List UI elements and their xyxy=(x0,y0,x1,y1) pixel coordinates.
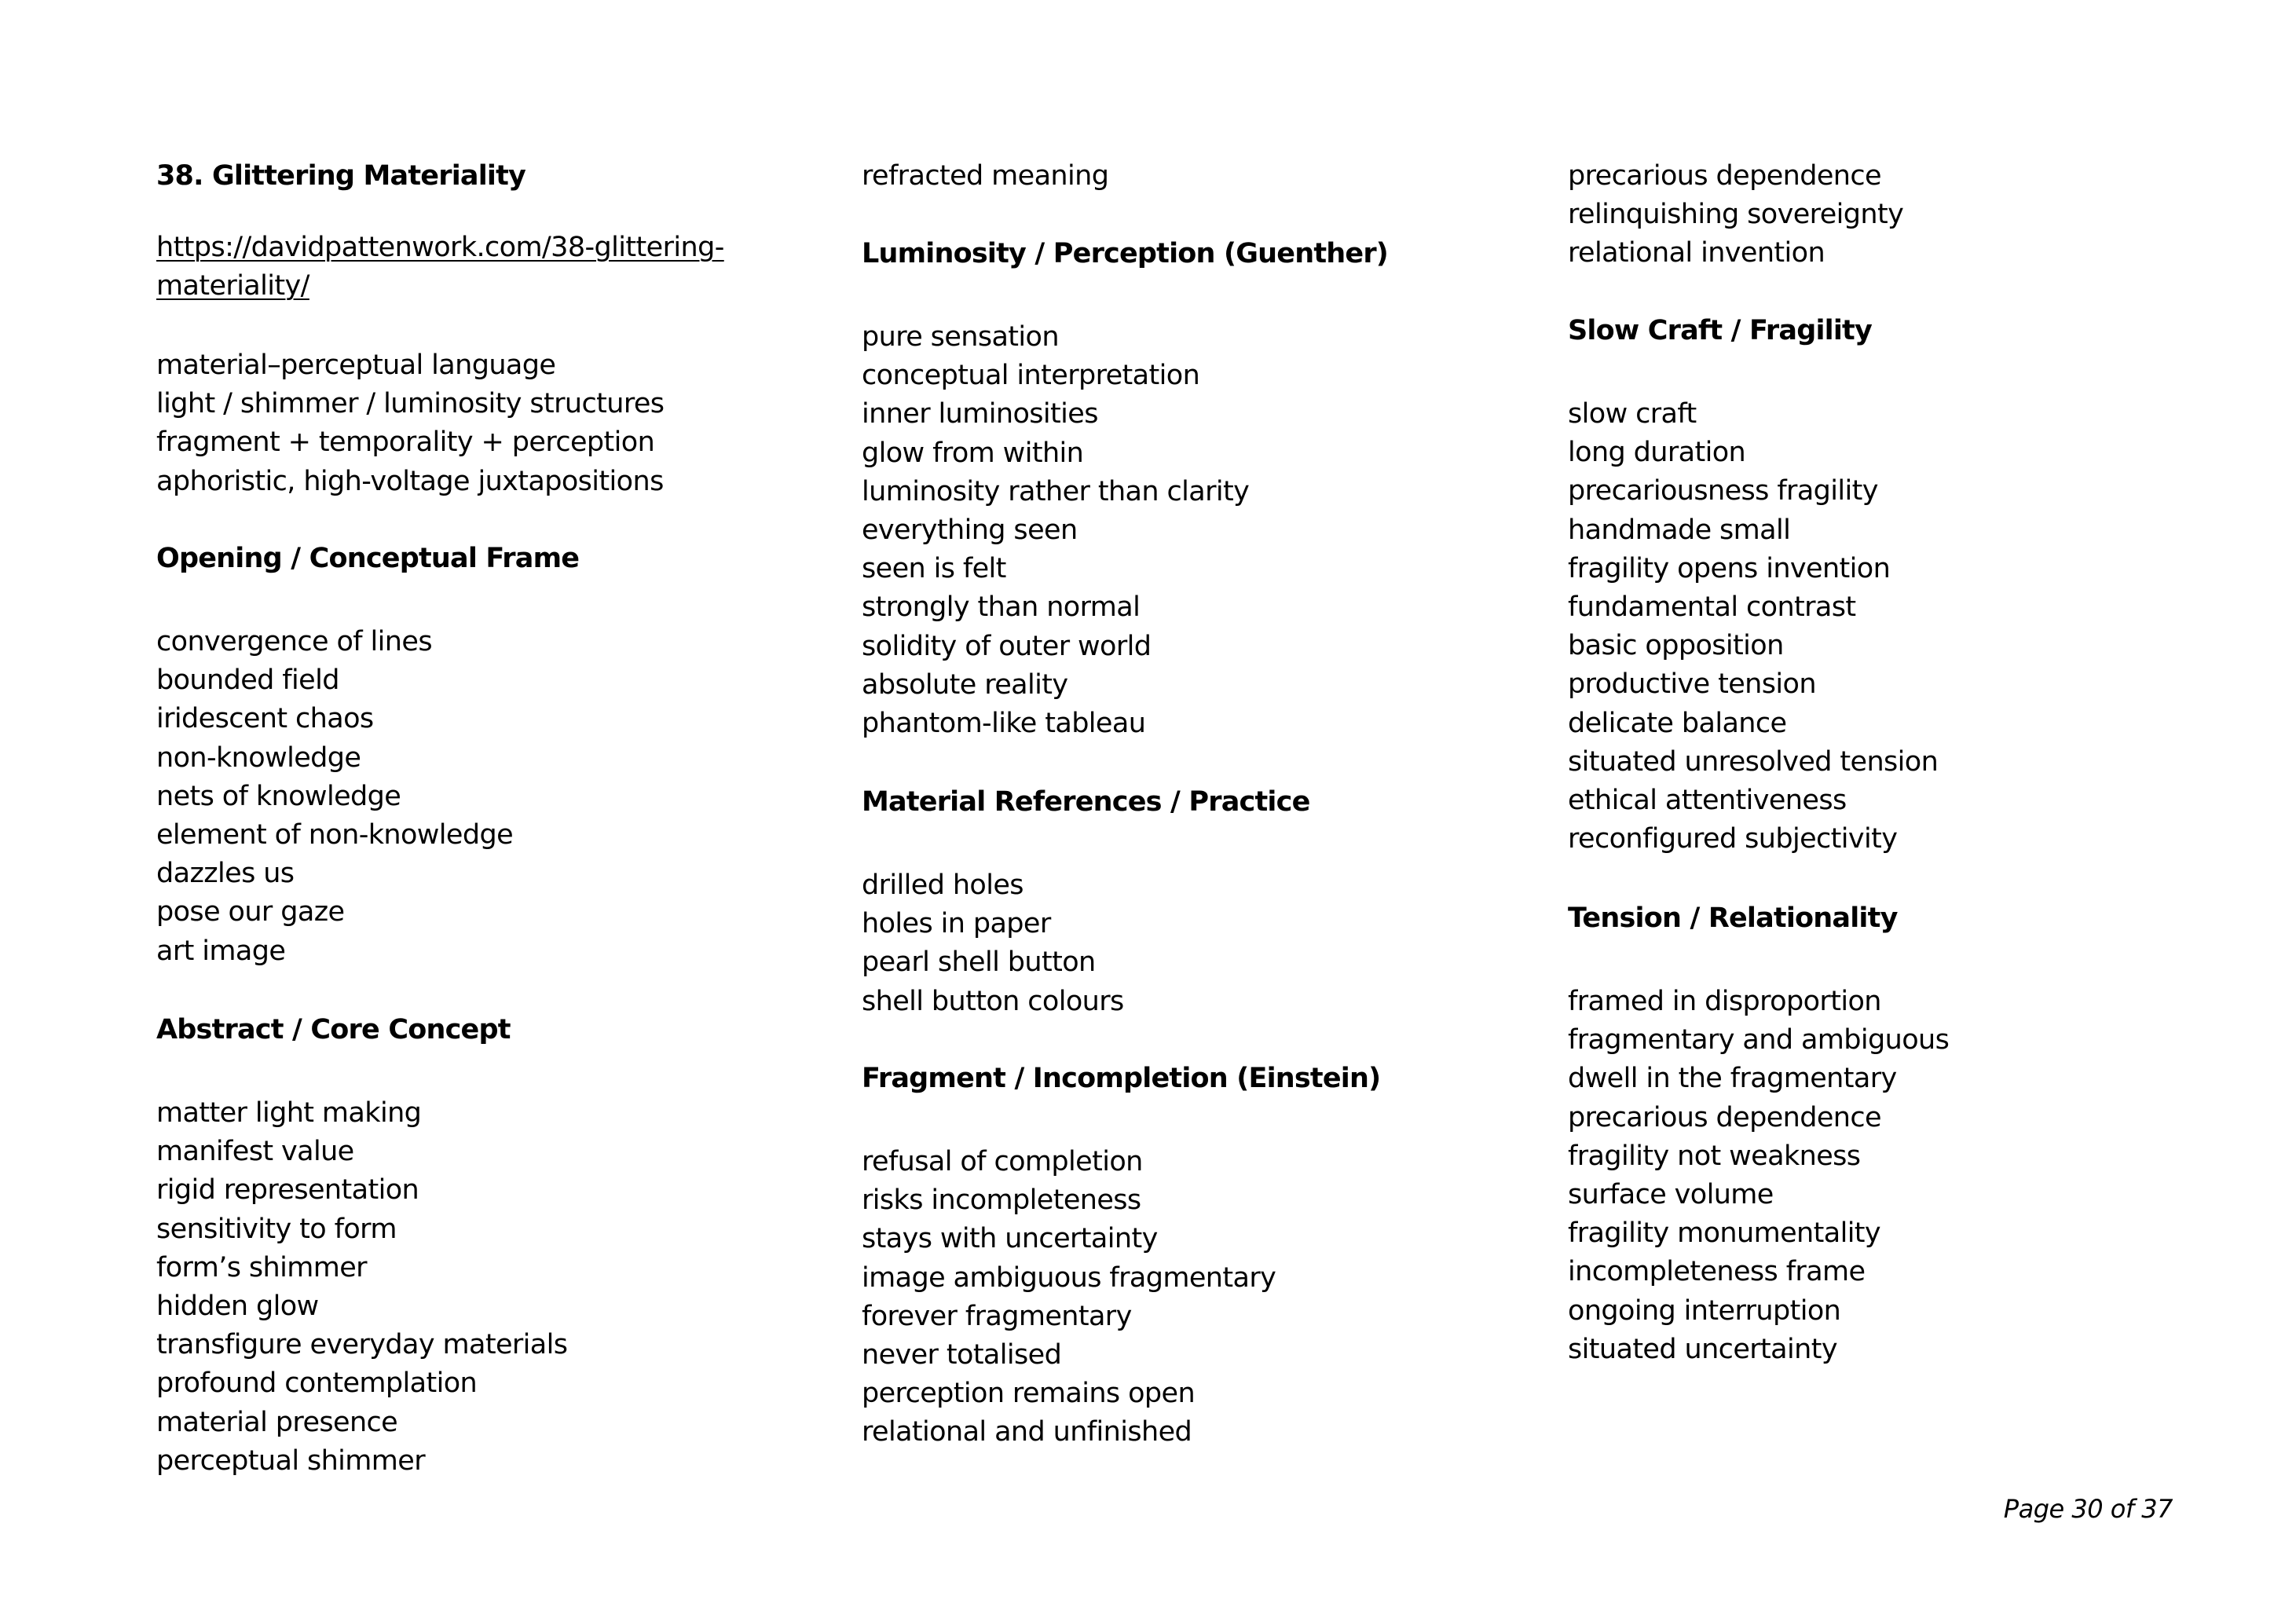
list-item: fundamental contrast xyxy=(1568,591,1856,623)
document-title-block xyxy=(156,157,525,196)
list-item: matter light making xyxy=(156,1097,422,1129)
list-item: luminosity rather than clarity xyxy=(862,475,1250,507)
section-heading-luminosity xyxy=(862,235,1388,273)
list-item: material presence xyxy=(156,1406,398,1438)
list-item: pure sensation xyxy=(862,321,1059,353)
list-item: convergence of lines xyxy=(156,626,432,657)
list-item: solidity of outer world xyxy=(862,630,1152,662)
list-item: never totalised xyxy=(862,1338,1062,1371)
list-item: reconfigured subjectivity xyxy=(1568,823,1898,855)
list-item: rigid representation xyxy=(156,1174,419,1206)
list-item: relational invention xyxy=(1568,237,1825,269)
list-item: forever fragmentary xyxy=(862,1300,1132,1332)
list-item: fragility opens invention xyxy=(1568,552,1891,584)
list-item: handmade small xyxy=(1568,514,1791,546)
list-item: shell button colours xyxy=(862,985,1124,1017)
intro-item: fragment + temporality + perception xyxy=(156,427,655,459)
list-item: sensitivity to form xyxy=(156,1213,397,1245)
list-item: fragility not weakness xyxy=(1568,1140,1861,1172)
section-heading: Luminosity / Perception (Guenther) xyxy=(862,238,1388,269)
source-link-line[interactable]: materiality/ xyxy=(156,270,309,302)
list-item: conceptual interpretation xyxy=(862,360,1200,392)
section-heading-fragment xyxy=(862,1060,1380,1098)
list-item: incompleteness frame xyxy=(1568,1256,1866,1288)
section-list-fragment xyxy=(862,1143,1276,1452)
list-item: slow craft xyxy=(1568,398,1697,430)
list-item: manifest value xyxy=(156,1136,354,1168)
list-item: art image xyxy=(156,935,286,967)
list-item: phantom-like tableau xyxy=(862,707,1146,739)
list-item: profound contemplation xyxy=(156,1368,478,1400)
list-item: strongly than normal xyxy=(862,591,1141,624)
source-link-line[interactable]: https://davidpattenwork.com/38-glittering- xyxy=(156,232,724,263)
list-item: non-knowledge xyxy=(156,741,361,774)
intro-item: aphoristic, high-voltage juxtapositions xyxy=(156,465,664,497)
list-item: dazzles us xyxy=(156,858,295,890)
list-item: productive tension xyxy=(1568,668,1816,701)
intro-item: light / shimmer / luminosity structures xyxy=(156,388,665,420)
section-heading-abstract xyxy=(156,1011,511,1049)
list-item: surface volume xyxy=(1568,1178,1774,1210)
list-item: form’s shimmer xyxy=(156,1251,367,1283)
section-list-slow-craft xyxy=(1568,395,1938,859)
list-item: ethical attentiveness xyxy=(1568,784,1847,816)
section-list-abstract xyxy=(156,1094,567,1481)
list-item: perception remains open xyxy=(862,1378,1196,1410)
list-item: refracted meaning xyxy=(862,160,1109,192)
intro-item: material–perceptual language xyxy=(156,350,556,381)
source-link[interactable] xyxy=(156,229,724,306)
section-heading: Abstract / Core Concept xyxy=(156,1014,511,1045)
list-item: pearl shell button xyxy=(862,946,1096,979)
list-item: relinquishing sovereignty xyxy=(1568,199,1904,231)
list-item: nets of knowledge xyxy=(156,780,401,812)
document-title: 38. Glittering Materiality xyxy=(156,160,526,192)
section-heading-tension xyxy=(1568,899,1898,938)
list-item: relational and unfinished xyxy=(862,1416,1192,1448)
list-item: transfigure everyday materials xyxy=(156,1329,568,1361)
continuation-list-col2 xyxy=(862,157,1108,196)
page-number: Page 30 of 37 xyxy=(2003,1494,2173,1524)
list-item: perceptual shimmer xyxy=(156,1444,426,1477)
list-item: element of non-knowledge xyxy=(156,818,514,851)
section-heading: Opening / Conceptual Frame xyxy=(156,543,580,574)
list-item: everything seen xyxy=(862,514,1078,546)
list-item: pose our gaze xyxy=(156,896,345,928)
list-item: precarious dependence xyxy=(1568,160,1881,192)
list-item: dwell in the fragmentary xyxy=(1568,1063,1897,1095)
list-item: absolute reality xyxy=(862,668,1068,701)
list-item: image ambiguous fragmentary xyxy=(862,1261,1276,1294)
list-item: fragmentary and ambiguous xyxy=(1568,1024,1950,1056)
continuation-list-col3 xyxy=(1568,157,1903,273)
list-item: framed in disproportion xyxy=(1568,986,1881,1017)
list-item: delicate balance xyxy=(1568,707,1787,739)
section-heading-opening xyxy=(156,540,579,578)
list-item: stays with uncertainty xyxy=(862,1223,1158,1255)
list-item: refusal of completion xyxy=(862,1146,1143,1177)
section-heading: Tension / Relationality xyxy=(1568,903,1898,934)
section-list-tension xyxy=(1568,983,1949,1369)
list-item: seen is felt xyxy=(862,553,1006,585)
list-item: situated unresolved tension xyxy=(1568,745,1939,778)
section-heading: Slow Craft / Fragility xyxy=(1568,315,1872,346)
section-list-luminosity xyxy=(862,318,1249,743)
list-item: glow from within xyxy=(862,437,1084,469)
list-item: risks incompleteness xyxy=(862,1184,1141,1217)
list-item: holes in paper xyxy=(862,908,1051,940)
list-item: situated uncertainty xyxy=(1568,1333,1837,1365)
section-heading-material-references xyxy=(862,783,1310,822)
list-item: long duration xyxy=(1568,437,1746,469)
list-item: precariousness fragility xyxy=(1568,475,1878,507)
list-item: precarious dependence xyxy=(1568,1101,1881,1133)
section-heading-slow-craft xyxy=(1568,312,1872,350)
list-item: ongoing interruption xyxy=(1568,1294,1841,1327)
intro-list xyxy=(156,346,664,501)
list-item: hidden glow xyxy=(156,1290,319,1322)
list-item: iridescent chaos xyxy=(156,703,374,735)
section-list-opening xyxy=(156,623,513,971)
list-item: drilled holes xyxy=(862,870,1023,901)
list-item: basic opposition xyxy=(1568,630,1784,662)
list-item: bounded field xyxy=(156,665,339,697)
section-list-material-references xyxy=(862,866,1124,1021)
section-heading: Material References / Practice xyxy=(862,786,1310,818)
list-item: fragility monumentality xyxy=(1568,1217,1881,1250)
section-heading: Fragment / Incompletion (Einstein) xyxy=(862,1063,1381,1094)
list-item: inner luminosities xyxy=(862,398,1098,430)
